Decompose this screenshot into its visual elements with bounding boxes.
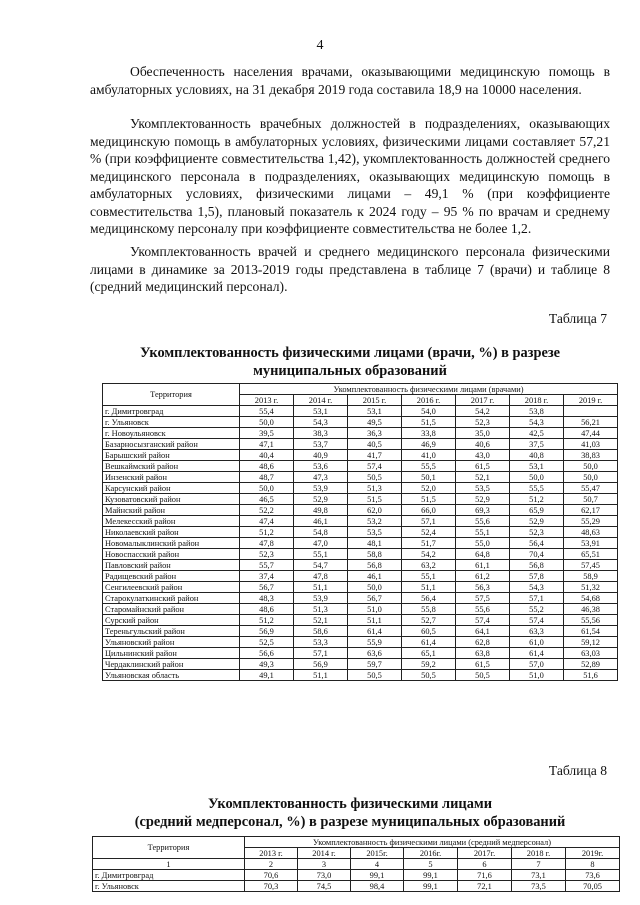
table7-value-cell: 38,3 [294, 428, 348, 439]
table7-value-cell: 61,2 [456, 571, 510, 582]
table7-value-cell: 33,8 [402, 428, 456, 439]
table7-territory-cell: Инзенский район [103, 472, 240, 483]
table7-value-cell: 66,0 [402, 505, 456, 516]
table8-value-cell: 99,1 [404, 870, 458, 881]
table7-value-cell: 52,1 [456, 472, 510, 483]
table7-territory-cell: Базарносызганский район [103, 439, 240, 450]
table7-row [103, 582, 618, 593]
table7-territory-cell: Цильнинский район [103, 648, 240, 659]
table7-value-cell: 50,5 [402, 670, 456, 681]
table7-value-cell: 49,8 [294, 505, 348, 516]
table7-row [103, 516, 618, 527]
table7-value-cell: 55,4 [240, 406, 294, 417]
table7-value-cell: 40,6 [456, 439, 510, 450]
table7-value-cell: 57,4 [510, 615, 564, 626]
table7-value-cell: 51,1 [348, 615, 402, 626]
table7-value-cell: 51,2 [510, 494, 564, 505]
table8-value-cell: 70,3 [245, 881, 298, 892]
table7-value-cell: 55,5 [510, 483, 564, 494]
table7-doctors-staffing [102, 383, 618, 681]
table7-value-cell: 53,7 [294, 439, 348, 450]
table7-value-cell: 56,7 [240, 582, 294, 593]
table7-value-cell: 54,2 [456, 406, 510, 417]
table7-year-header: 2018 г. [510, 395, 564, 406]
table7-value-cell: 56,4 [510, 538, 564, 549]
table7-value-cell: 46,1 [348, 571, 402, 582]
table8-value-cell: 73,1 [512, 870, 566, 881]
table7-value-cell: 56,6 [240, 648, 294, 659]
table7-value-cell: 56,9 [240, 626, 294, 637]
table7-row [103, 472, 618, 483]
table7-value-cell: 57,8 [510, 571, 564, 582]
table7-value-cell: 63,8 [456, 648, 510, 659]
table8-value-cell: 71,6 [458, 870, 512, 881]
paragraph-staffing-levels: Укомплектованность врачебных должностей в подразделениях, оказывающих медицинскую помощь в амбулаторных условиях, физическими лицами составляет 57,21 % (при коэффициенте совместительства 1,42), укомплектованность должностей среднего медицинского персонала в подразделениях, оказывающих медицинскую помощь в амбулаторных условиях, физическими лицами – 49,1 % (при коэффициенте совместительства 1,5), плановый показатель к 2024 году – 95 % по врачам и среднему медицинскому персоналу при коэффициенте совместительства не более 1,2. [90, 116, 610, 236]
table7-value-cell: 50,0 [564, 461, 618, 472]
table7-value-cell: 41,03 [564, 439, 618, 450]
table8-territory-cell: г. Димитровград [93, 870, 245, 881]
table7-year-header: 2016 г. [402, 395, 456, 406]
table7-value-cell: 48,1 [348, 538, 402, 549]
table7-value-cell: 41,0 [402, 450, 456, 461]
table8-column-number: 6 [458, 859, 512, 870]
table7-value-cell: 47,4 [240, 516, 294, 527]
table7-value-cell: 55,1 [456, 527, 510, 538]
table7-value-cell: 65,51 [564, 549, 618, 560]
table7-value-cell: 53,5 [456, 483, 510, 494]
table8-title-line1: Укомплектованность физическими лицами [208, 796, 492, 812]
table7-value-cell: 51,1 [294, 582, 348, 593]
table7-territory-cell: Чердаклинский район [103, 659, 240, 670]
table7-row [103, 450, 618, 461]
table7-value-cell: 51,5 [402, 494, 456, 505]
table7-row [103, 406, 618, 417]
table7-territory-cell: г. Димитровград [103, 406, 240, 417]
table7-value-cell: 55,6 [456, 604, 510, 615]
table8-value-cell: 99,1 [351, 870, 404, 881]
table7-row [103, 483, 618, 494]
table7-value-cell: 53,1 [348, 406, 402, 417]
table8-year-header: 2015г. [351, 848, 404, 859]
table7-value-cell: 57,4 [348, 461, 402, 472]
table7-value-cell: 48,6 [240, 461, 294, 472]
table7-value-cell: 54,0 [402, 406, 456, 417]
table7-value-cell: 50,0 [564, 472, 618, 483]
table8-group-header: Укомплектованность физическими лицами (средний медперсонал) [245, 837, 620, 848]
table7-value-cell: 60,5 [402, 626, 456, 637]
table7-value-cell: 40,5 [348, 439, 402, 450]
table7-territory-cell: Радищевский район [103, 571, 240, 582]
table7-value-cell: 61,4 [348, 626, 402, 637]
table7-value-cell: 61,4 [402, 637, 456, 648]
table7-value-cell: 36,3 [348, 428, 402, 439]
table8-column-number: 8 [566, 859, 620, 870]
table7-value-cell: 52,3 [240, 549, 294, 560]
table8-row [93, 870, 620, 881]
table7-territory-cell: Мелекесский район [103, 516, 240, 527]
table7-territory-cell: Николаевский район [103, 527, 240, 538]
table7-row [103, 615, 618, 626]
table7-value-cell: 55,9 [348, 637, 402, 648]
table7-value-cell: 61,1 [456, 560, 510, 571]
table8-year-header: 2017г. [458, 848, 512, 859]
table8-value-cell: 74,5 [298, 881, 351, 892]
table7-value-cell: 51,6 [564, 670, 618, 681]
table8-column-number: 5 [404, 859, 458, 870]
table7-value-cell: 61,54 [564, 626, 618, 637]
table7-value-cell: 53,9 [294, 483, 348, 494]
table7-row [103, 417, 618, 428]
table7-value-cell: 55,8 [402, 604, 456, 615]
table7-value-cell: 56,8 [348, 560, 402, 571]
table7-year-header: 2014 г. [294, 395, 348, 406]
table7-value-cell: 64,1 [456, 626, 510, 637]
table7-value-cell: 54,3 [510, 417, 564, 428]
table7-value-cell: 42,5 [510, 428, 564, 439]
table7-value-cell: 55,0 [456, 538, 510, 549]
table7-value-cell: 51,7 [402, 538, 456, 549]
table8-value-cell: 73,5 [512, 881, 566, 892]
table8-value-cell: 70,05 [566, 881, 620, 892]
table7-territory-cell: Сурский район [103, 615, 240, 626]
table7-value-cell: 52,9 [294, 494, 348, 505]
table7-value-cell: 63,2 [402, 560, 456, 571]
table7-group-header: Укомплектованность физическими лицами (врачами) [240, 384, 618, 395]
table7-value-cell: 50,7 [564, 494, 618, 505]
table7-territory-cell: Сенгилеевский район [103, 582, 240, 593]
table7-value-cell: 54,2 [402, 549, 456, 560]
table7-value-cell: 54,68 [564, 593, 618, 604]
table8-row [93, 881, 620, 892]
table7-value-cell: 63,03 [564, 648, 618, 659]
table7-value-cell: 49,5 [348, 417, 402, 428]
table8-territory-header: Территория [93, 837, 245, 859]
table7-value-cell: 55,29 [564, 516, 618, 527]
table7-row [103, 670, 618, 681]
table7-year-header: 2019 г. [564, 395, 618, 406]
table7-value-cell: 69,3 [456, 505, 510, 516]
table7-title [90, 344, 610, 380]
table7-value-cell: 53,8 [510, 406, 564, 417]
table7-value-cell: 41,7 [348, 450, 402, 461]
table7-value-cell: 51,5 [402, 417, 456, 428]
table7-value-cell: 55,1 [294, 549, 348, 560]
table7-value-cell: 62,0 [348, 505, 402, 516]
table7-value-cell: 61,4 [510, 648, 564, 659]
table7-row [103, 494, 618, 505]
table8-value-cell: 98,4 [351, 881, 404, 892]
table7-value-cell: 37,5 [510, 439, 564, 450]
table7-value-cell: 48,63 [564, 527, 618, 538]
table7-value-cell: 65,1 [402, 648, 456, 659]
table7-territory-cell: Тереньгульский район [103, 626, 240, 637]
table7-territory-cell: Карсунский район [103, 483, 240, 494]
table7-value-cell: 59,2 [402, 659, 456, 670]
table7-row [103, 538, 618, 549]
table7-value-cell: 40,9 [294, 450, 348, 461]
table7-value-cell: 51,0 [348, 604, 402, 615]
table7-value-cell: 51,5 [348, 494, 402, 505]
table7-value-cell: 51,1 [402, 582, 456, 593]
table7-value-cell: 58,6 [294, 626, 348, 637]
table7-value-cell: 63,3 [510, 626, 564, 637]
table7-territory-header: Территория [103, 384, 240, 406]
table7-row [103, 560, 618, 571]
table7-value-cell: 57,45 [564, 560, 618, 571]
table7-value-cell: 46,38 [564, 604, 618, 615]
table7-value-cell: 54,3 [510, 582, 564, 593]
table7-value-cell: 51,2 [240, 527, 294, 538]
table7-value-cell: 61,5 [456, 659, 510, 670]
table7-value-cell: 52,9 [456, 494, 510, 505]
table7-value-cell: 65,9 [510, 505, 564, 516]
page-number: 4 [316, 38, 324, 53]
table8-value-cell: 99,1 [404, 881, 458, 892]
table7-value-cell: 53,1 [510, 461, 564, 472]
table7-row [103, 626, 618, 637]
table8-label: Таблица 8 [548, 763, 607, 778]
table7-value-cell: 56,4 [402, 593, 456, 604]
table7-value-cell: 52,2 [240, 505, 294, 516]
table7-value-cell: 51,2 [240, 615, 294, 626]
table7-value-cell: 37,4 [240, 571, 294, 582]
table7-value-cell: 56,7 [348, 593, 402, 604]
table7-value-cell: 51,1 [294, 670, 348, 681]
table7-value-cell: 35,0 [456, 428, 510, 439]
table8-column-number: 3 [298, 859, 351, 870]
table7-value-cell [564, 406, 618, 417]
table8-nurses-staffing [92, 836, 620, 892]
table7-value-cell: 52,7 [402, 615, 456, 626]
table7-value-cell: 53,6 [294, 461, 348, 472]
table7-value-cell: 55,6 [456, 516, 510, 527]
table7-value-cell: 50,5 [348, 670, 402, 681]
table7-row [103, 461, 618, 472]
table7-value-cell: 56,3 [456, 582, 510, 593]
table7-value-cell: 57,5 [456, 593, 510, 604]
table7-value-cell: 57,1 [402, 516, 456, 527]
table7-value-cell: 53,3 [294, 637, 348, 648]
table8-title-line2: (средний медперсонал, %) в разрезе муниципальных образований [134, 814, 566, 830]
table7-value-cell: 50,0 [240, 483, 294, 494]
table8-column-number: 7 [512, 859, 566, 870]
table7-value-cell: 46,1 [294, 516, 348, 527]
table7-value-cell: 50,0 [510, 472, 564, 483]
table7-value-cell: 46,5 [240, 494, 294, 505]
table7-row [103, 527, 618, 538]
table7-value-cell: 59,7 [348, 659, 402, 670]
table7-value-cell: 55,5 [402, 461, 456, 472]
table7-territory-cell: Старокулаткинский район [103, 593, 240, 604]
table7-value-cell: 55,56 [564, 615, 618, 626]
table7-value-cell: 51,0 [510, 670, 564, 681]
table7-year-header: 2017 г. [456, 395, 510, 406]
table7-value-cell: 57,4 [456, 615, 510, 626]
table7-territory-cell: Ульяновская область [103, 670, 240, 681]
table7-row [103, 549, 618, 560]
table7-value-cell: 38,83 [564, 450, 618, 461]
table7-title-line2: муниципальных образований [253, 363, 447, 379]
table7-value-cell: 54,3 [294, 417, 348, 428]
table7-value-cell: 48,3 [240, 593, 294, 604]
table8-column-number: 4 [351, 859, 404, 870]
table7-value-cell: 54,8 [294, 527, 348, 538]
table7-value-cell: 52,9 [510, 516, 564, 527]
table7-value-cell: 47,1 [240, 439, 294, 450]
table7-value-cell: 50,5 [348, 472, 402, 483]
table7-value-cell: 39,5 [240, 428, 294, 439]
table7-territory-cell: Новомалыклинский район [103, 538, 240, 549]
table7-value-cell: 63,6 [348, 648, 402, 659]
table7-territory-cell: Кузоватовский район [103, 494, 240, 505]
table7-value-cell: 64,8 [456, 549, 510, 560]
table7-value-cell: 57,1 [294, 648, 348, 659]
table7-value-cell: 61,0 [510, 637, 564, 648]
table7-value-cell: 53,91 [564, 538, 618, 549]
table7-value-cell: 47,44 [564, 428, 618, 439]
paragraph-staffing-dynamics: Укомплектованность врачей и среднего медицинского персонала физическими лицами в динамике за 2013-2019 годы представлена в таблице 7 (врачи) и таблице 8 (средний медицинский персонал). [90, 244, 610, 294]
table7-value-cell: 55,2 [510, 604, 564, 615]
table7-row [103, 593, 618, 604]
table8-value-cell: 73,6 [566, 870, 620, 881]
table8-year-header: 2013 г. [245, 848, 298, 859]
table7-value-cell: 52,1 [294, 615, 348, 626]
table7-territory-cell: г. Ульяновск [103, 417, 240, 428]
table7-value-cell: 53,1 [294, 406, 348, 417]
table7-value-cell: 54,7 [294, 560, 348, 571]
table8-year-header: 2019г. [566, 848, 620, 859]
table7-value-cell: 52,0 [402, 483, 456, 494]
table8-value-cell: 73,0 [298, 870, 351, 881]
table8-value-cell: 70,6 [245, 870, 298, 881]
table7-row [103, 428, 618, 439]
table8-column-number: 2 [245, 859, 298, 870]
table7-row [103, 648, 618, 659]
table7-value-cell: 55,47 [564, 483, 618, 494]
table8-value-cell: 72,1 [458, 881, 512, 892]
table7-value-cell: 52,89 [564, 659, 618, 670]
table7-value-cell: 52,4 [402, 527, 456, 538]
table7-year-header: 2015 г. [348, 395, 402, 406]
table7-value-cell: 53,9 [294, 593, 348, 604]
table7-value-cell: 51,3 [294, 604, 348, 615]
table7-value-cell: 50,0 [240, 417, 294, 428]
table7-value-cell: 51,32 [564, 582, 618, 593]
table7-territory-cell: Новоспасский район [103, 549, 240, 560]
table8-territory-cell: г. Ульяновск [93, 881, 245, 892]
table7-row [103, 505, 618, 516]
table7-value-cell: 46,9 [402, 439, 456, 450]
table7-value-cell: 55,7 [240, 560, 294, 571]
table8-year-header: 2018 г. [512, 848, 566, 859]
table7-row [103, 439, 618, 450]
table7-row [103, 659, 618, 670]
table7-value-cell: 56,9 [294, 659, 348, 670]
table7-label: Таблица 7 [548, 311, 607, 326]
table7-value-cell: 58,8 [348, 549, 402, 560]
table7-value-cell: 40,4 [240, 450, 294, 461]
table7-value-cell: 43,0 [456, 450, 510, 461]
table7-value-cell: 57,1 [510, 593, 564, 604]
table7-value-cell: 47,0 [294, 538, 348, 549]
table7-value-cell: 56,8 [510, 560, 564, 571]
table7-value-cell: 56,21 [564, 417, 618, 428]
table7-value-cell: 53,2 [348, 516, 402, 527]
table7-territory-cell: Вешкаймский район [103, 461, 240, 472]
table7-value-cell: 58,9 [564, 571, 618, 582]
table7-territory-cell: Барышский район [103, 450, 240, 461]
table8-year-header: 2016г. [404, 848, 458, 859]
table7-value-cell: 59,12 [564, 637, 618, 648]
table7-value-cell: 49,1 [240, 670, 294, 681]
table7-value-cell: 61,5 [456, 461, 510, 472]
table7-value-cell: 55,1 [402, 571, 456, 582]
table7-value-cell: 70,4 [510, 549, 564, 560]
table7-row [103, 637, 618, 648]
table7-row [103, 604, 618, 615]
table7-title-line1: Укомплектованность физическими лицами (врачи, %) в разрезе [139, 345, 561, 361]
table7-value-cell: 48,7 [240, 472, 294, 483]
table7-value-cell: 52,3 [510, 527, 564, 538]
table7-value-cell: 57,0 [510, 659, 564, 670]
table7-value-cell: 47,8 [294, 571, 348, 582]
paragraph-doctors-availability: Обеспеченность населения врачами, оказывающими медицинскую помощь в амбулаторных условиях, на 31 декабря 2019 года составила 18,9 на 10000 населения. [90, 64, 610, 97]
table7-territory-cell: Старомайнский район [103, 604, 240, 615]
table8-title [90, 795, 610, 831]
table7-value-cell: 50,5 [456, 670, 510, 681]
table7-value-cell: 40,8 [510, 450, 564, 461]
table7-value-cell: 62,17 [564, 505, 618, 516]
table7-row [103, 571, 618, 582]
table7-value-cell: 51,3 [348, 483, 402, 494]
table7-value-cell: 52,5 [240, 637, 294, 648]
table7-value-cell: 50,1 [402, 472, 456, 483]
table7-value-cell: 49,3 [240, 659, 294, 670]
table7-value-cell: 52,3 [456, 417, 510, 428]
table7-value-cell: 62,8 [456, 637, 510, 648]
table7-territory-cell: г. Новоульяновск [103, 428, 240, 439]
table7-value-cell: 53,5 [348, 527, 402, 538]
table7-territory-cell: Ульяновский район [103, 637, 240, 648]
table7-value-cell: 47,8 [240, 538, 294, 549]
table8-year-header: 2014 г. [298, 848, 351, 859]
table7-year-header: 2013 г. [240, 395, 294, 406]
table7-value-cell: 47,3 [294, 472, 348, 483]
table7-value-cell: 50,0 [348, 582, 402, 593]
table7-territory-cell: Павловский район [103, 560, 240, 571]
table7-territory-cell: Майнский район [103, 505, 240, 516]
table7-value-cell: 48,6 [240, 604, 294, 615]
table8-column-number: 1 [93, 859, 245, 870]
